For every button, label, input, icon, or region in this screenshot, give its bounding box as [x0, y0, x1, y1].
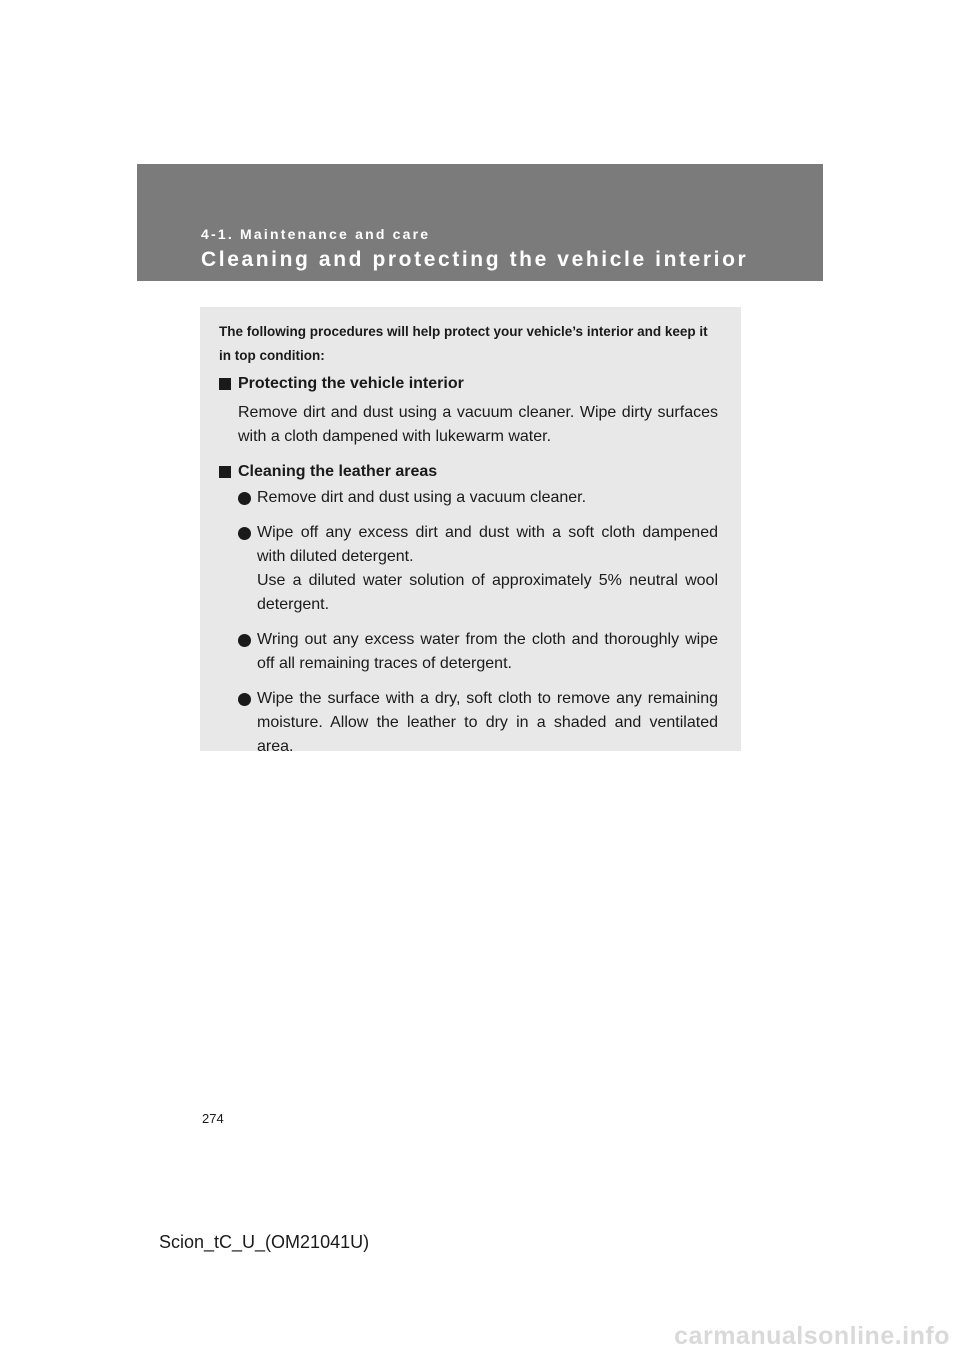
round-bullet-icon [238, 492, 251, 505]
list-item [238, 521, 718, 617]
list-item [238, 486, 718, 510]
list-item-text: Wring out any excess water from the cloth and thoroughly wipe off all remaining traces of detergent. [257, 631, 718, 672]
list-item-text: Remove dirt and dust using a vacuum cleaner. [257, 489, 587, 506]
content-box [200, 307, 741, 755]
square-bullet-icon [219, 378, 231, 390]
square-bullet-icon [219, 466, 231, 478]
list-item [238, 687, 718, 759]
intro-text: The following procedures will help protect your vehicle’s interior and keep it in top condition: [219, 324, 708, 363]
round-bullet-icon [238, 634, 251, 647]
header-band [137, 164, 823, 281]
page-title: Cleaning and protecting the vehicle interior [201, 248, 749, 271]
section-heading-label: Cleaning the leather areas [238, 463, 438, 480]
section-heading-leather [219, 460, 718, 484]
section-label: 4-1. Maintenance and care [201, 226, 431, 242]
section-heading-protecting [219, 372, 718, 396]
page-number: 274 [202, 1111, 224, 1126]
section-heading-label: Protecting the vehicle interior [238, 375, 464, 392]
list-item [238, 628, 718, 676]
section-body-protecting: Remove dirt and dust using a vacuum cleaner. Wipe dirty surfaces with a cloth dampened with lukewarm water. [238, 404, 718, 445]
document-id: Scion_tC_U_(OM21041U) [159, 1232, 370, 1252]
round-bullet-icon [238, 527, 251, 540]
list-item-text: Wipe off any excess dirt and dust with a soft cloth dampened with diluted detergent. [257, 524, 718, 565]
round-bullet-icon [238, 693, 251, 706]
watermark: carmanualsonline.info [674, 1322, 950, 1350]
list-item-note: Use a diluted water solution of approximately 5% neutral wool detergent. [257, 572, 718, 613]
leather-bullet-list [219, 486, 718, 759]
list-item-text: Wipe the surface with a dry, soft cloth to remove any remaining moisture. Allow the leather to dry in a shaded and ventilated area. [257, 690, 718, 755]
